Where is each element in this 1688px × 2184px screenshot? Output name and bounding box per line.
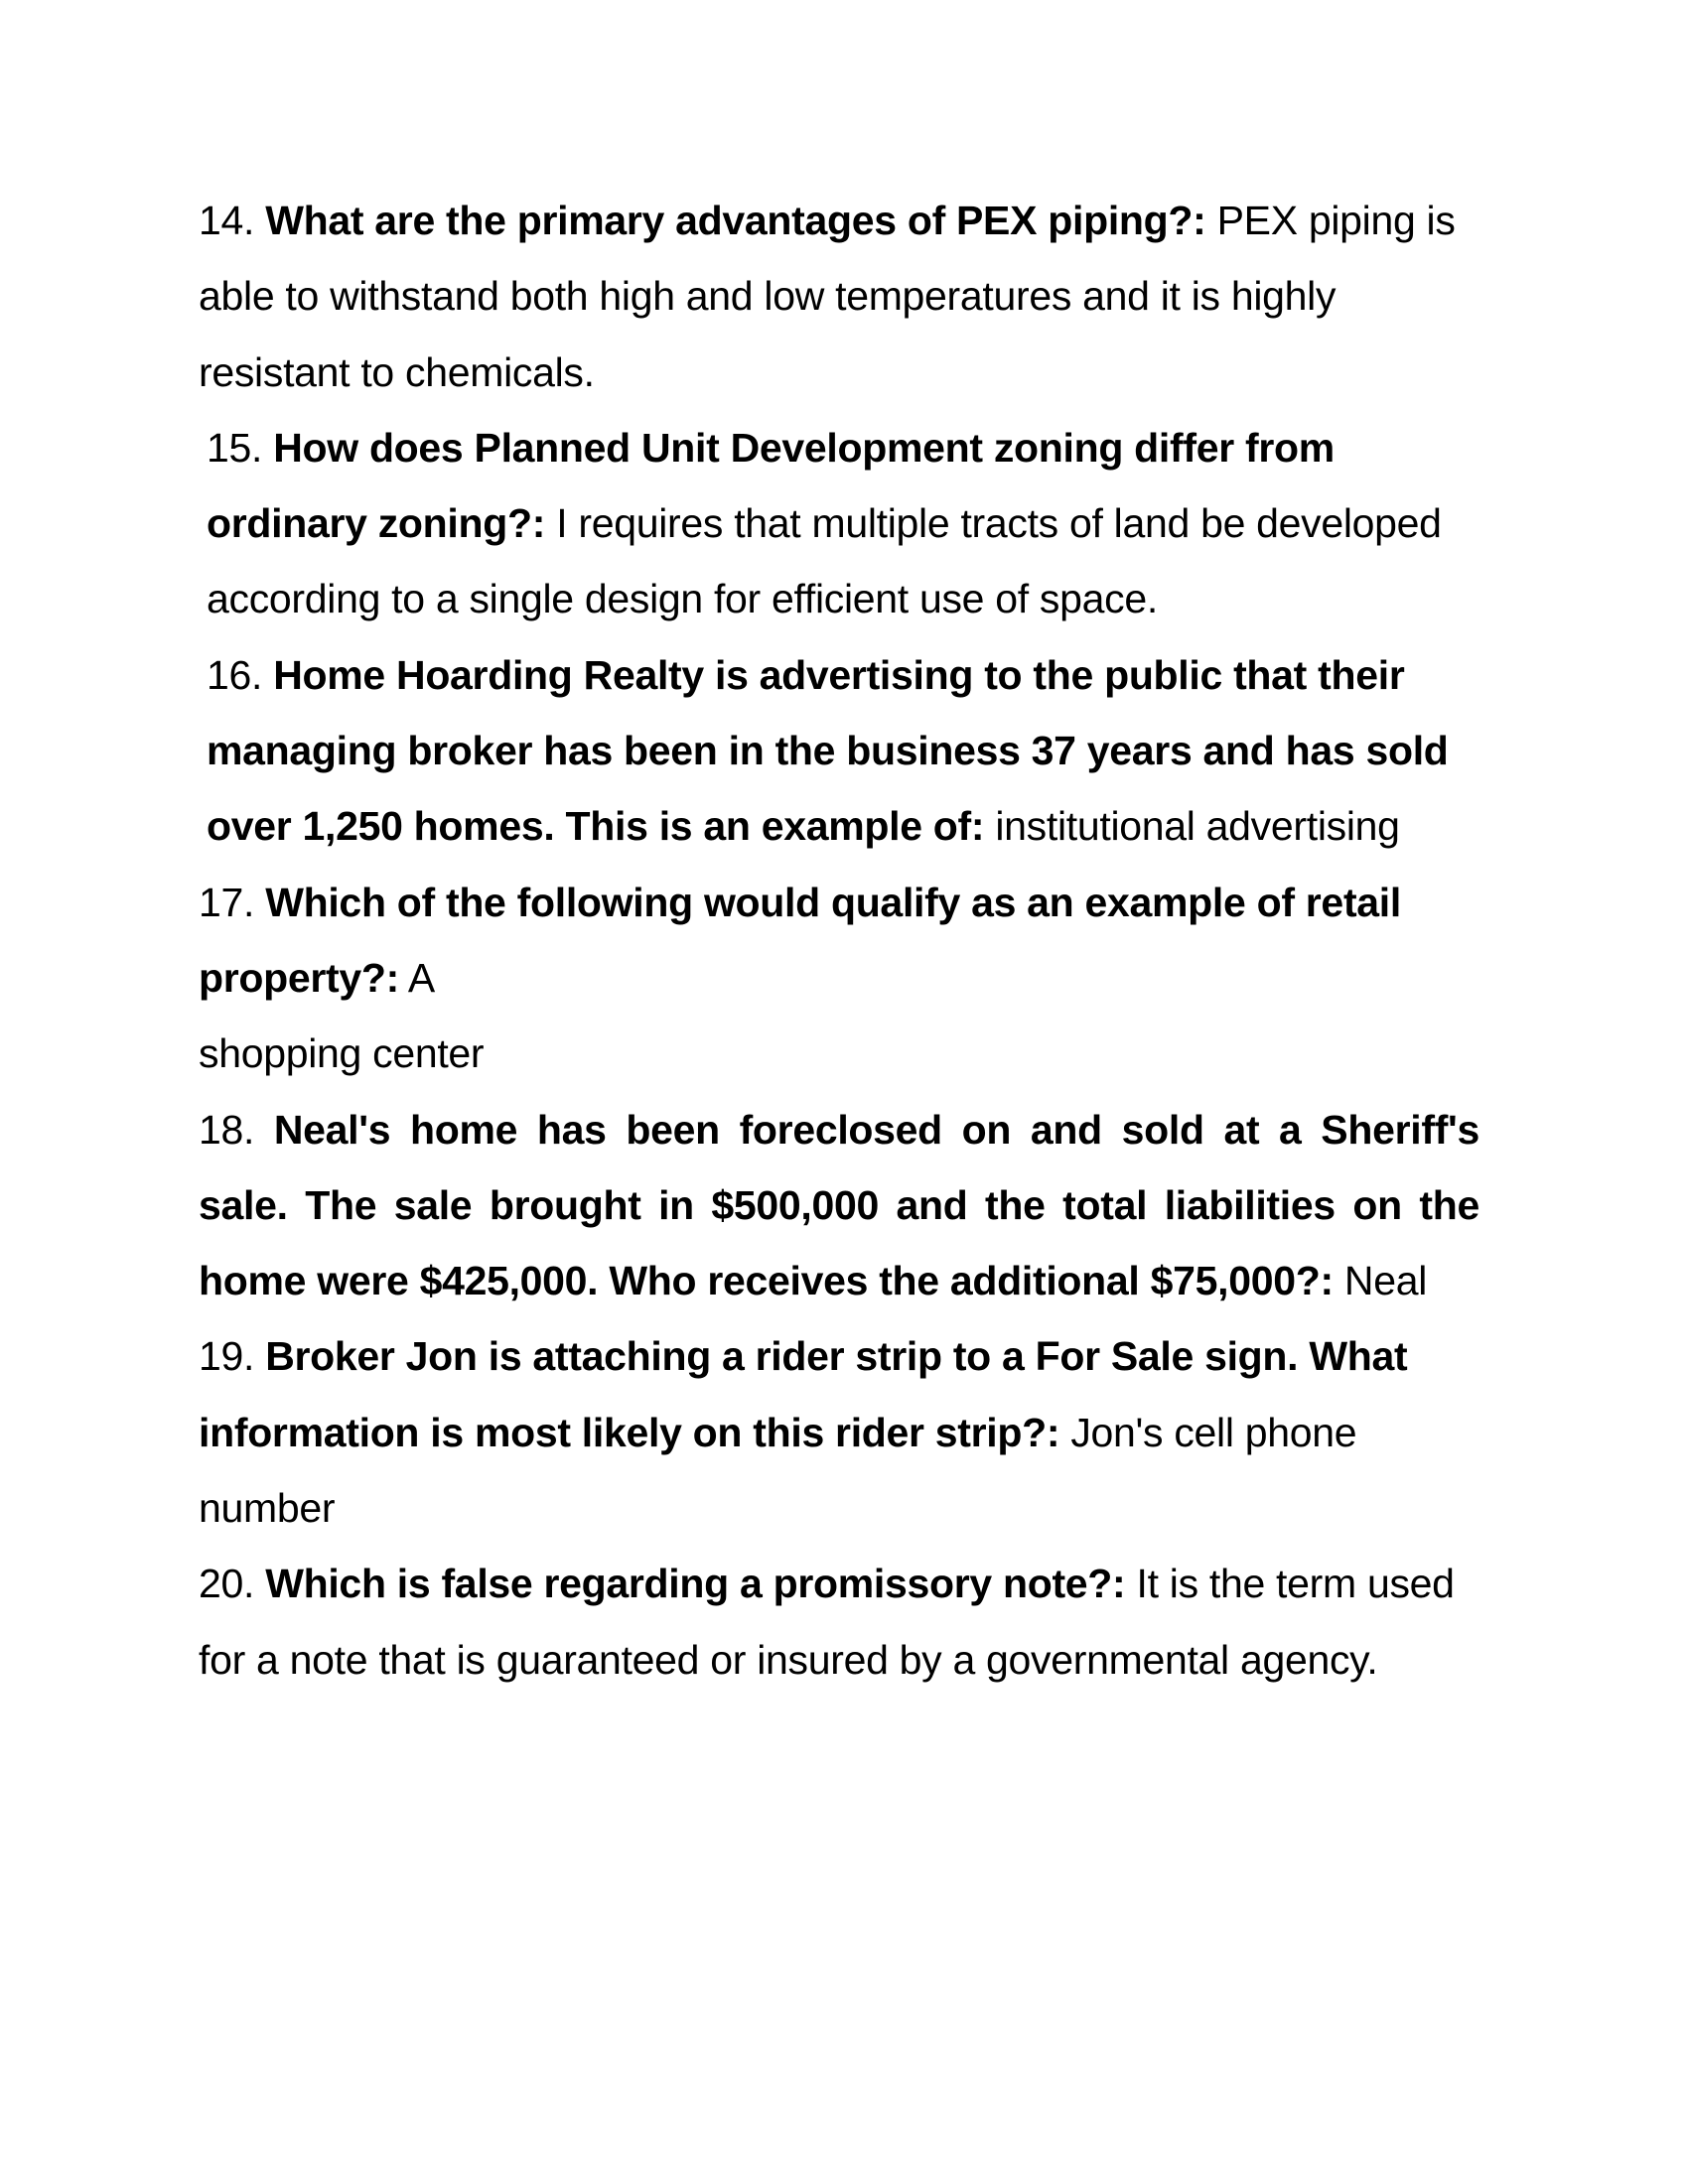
- answer-text: It is the term used for a note that is guaranteed or insured by a governmental agency.: [199, 1561, 1455, 1683]
- item-number: 19.: [199, 1333, 255, 1380]
- answer-text: A shopping center: [199, 954, 485, 1077]
- qa-item-14: [199, 183, 1479, 410]
- item-number: 18.: [199, 1106, 255, 1153]
- answer-text: Jon's cell phone number: [199, 1409, 1357, 1532]
- item-number: 17.: [199, 879, 255, 925]
- answer-text: institutional advertising: [995, 803, 1400, 850]
- document-page: [199, 183, 1479, 1698]
- answer-text: PEX piping is able to withstand both high and low temperatures and it is highly resistant to chemicals.: [199, 198, 1456, 395]
- qa-item-15: [199, 410, 1479, 637]
- qa-item-17: [199, 865, 1479, 1092]
- answer-text: I requires that multiple tracts of land be developed according to a single design for efficient use of space.: [207, 500, 1442, 622]
- item-number: 16.: [207, 651, 263, 698]
- qa-item-16: [199, 637, 1479, 865]
- qa-item-18: [199, 1092, 1479, 1319]
- question-text: Home Hoarding Realty is advertising to the public that their managing broker has been in the business 37 years and has sold over 1,250 homes. This is an example of:: [207, 651, 1449, 850]
- question-text: How does Planned Unit Development zoning differ from ordinary zoning?:: [207, 424, 1335, 547]
- qa-item-19: [199, 1318, 1479, 1546]
- question-text: Broker Jon is attaching a rider strip to a For Sale sign. What information is most likely on this rider strip?:: [199, 1333, 1408, 1455]
- question-text: What are the primary advantages of PEX piping?:: [265, 198, 1206, 243]
- question-text: Which of the following would qualify as an example of retail property?:: [199, 879, 1401, 1001]
- answer-text: Neal: [1343, 1258, 1428, 1304]
- item-number: 15.: [207, 424, 263, 471]
- item-number: 14.: [199, 198, 255, 243]
- question-text: Neal's home has been foreclosed on and sold at a Sheriff's sale. The sale brought in $500,000 and the total liabilities on the home were $425,000. Who receives the additional $75,000?:: [199, 1106, 1479, 1304]
- qa-item-20: [199, 1546, 1479, 1698]
- item-number: 20.: [199, 1561, 255, 1607]
- question-text: Which is false regarding a promissory note?:: [265, 1561, 1126, 1607]
